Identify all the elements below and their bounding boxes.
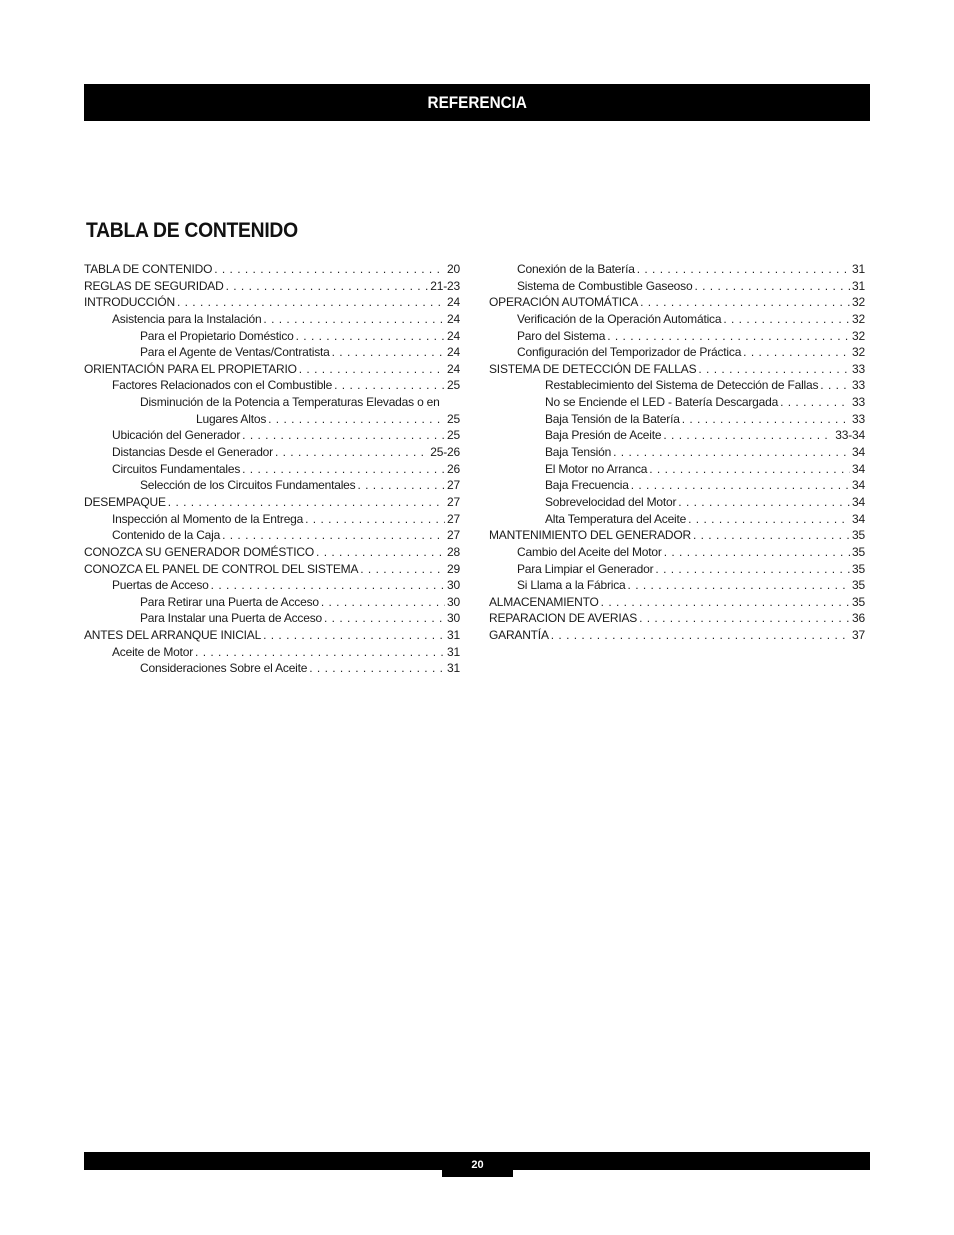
toc-leader-dots (688, 511, 850, 528)
toc-entry-label: ANTES DEL ARRANQUE INICIAL (84, 628, 262, 643)
toc-leader-dots (177, 294, 445, 311)
toc-entry[interactable] (84, 427, 460, 444)
toc-entry[interactable] (84, 328, 460, 345)
toc-leader-dots (263, 311, 445, 328)
toc-leader-dots (694, 278, 850, 295)
toc-entry[interactable] (489, 294, 865, 311)
toc-leader-dots (640, 294, 850, 311)
toc-entry[interactable] (489, 311, 865, 328)
toc-entry-label: Para Limpiar el Generador (517, 561, 654, 576)
toc-entry-label: Si Llama a la Fábrica (517, 578, 626, 593)
toc-entry-label: Alta Temperatura del Aceite (545, 511, 687, 526)
toc-leader-dots (628, 577, 851, 594)
toc-entry[interactable] (489, 527, 865, 544)
toc-entry-label: GARANTÍA (489, 628, 549, 643)
toc-column-right (489, 261, 865, 644)
toc-entry-page: 26 (447, 461, 460, 476)
toc-entry[interactable] (84, 461, 460, 478)
toc-entry-page: 34 (852, 445, 865, 460)
toc-entry-label: Sobrevelocidad del Motor (545, 494, 677, 509)
toc-entry-label: Factores Relacionados con el Combustible (112, 378, 333, 393)
toc-leader-dots (226, 278, 429, 295)
toc-entry[interactable] (84, 544, 460, 561)
toc-entry-label: Baja Presión de Aceite (545, 428, 662, 443)
toc-entry[interactable] (489, 594, 865, 611)
toc-entry-label: Baja Frecuencia (545, 478, 629, 493)
section-title: REFERENCIA (427, 92, 527, 112)
toc-entry-page: 27 (447, 494, 460, 509)
toc-entry[interactable] (84, 344, 460, 361)
toc-entry-label: TABLA DE CONTENIDO (84, 262, 213, 276)
section-header-bar (84, 84, 870, 121)
toc-entry[interactable] (489, 444, 865, 461)
toc-entry-label: Para Retirar una Puerta de Acceso (140, 594, 319, 609)
toc-entry-label: CONOZCA SU GENERADOR DOMÉSTICO (84, 544, 315, 559)
toc-entry-label: ALMACENAMIENTO (489, 594, 599, 609)
toc-entry[interactable] (84, 394, 460, 411)
toc-leader-dots (299, 361, 445, 378)
toc-entry-label: Para el Agente de Ventas/Contratista (140, 345, 330, 360)
toc-entry[interactable] (489, 577, 865, 594)
toc-leader-dots (601, 594, 850, 611)
toc-entry-label: REGLAS DE SEGURIDAD (84, 278, 224, 293)
toc-entry-page: 28 (447, 544, 460, 559)
toc-entry[interactable] (489, 511, 865, 528)
toc-entry[interactable] (489, 261, 865, 278)
toc-entry-page: 31 (852, 278, 865, 293)
toc-entry-page: 32 (852, 311, 865, 326)
toc-entry-label: Para el Propietario Doméstico (140, 328, 294, 343)
toc-entry-label: El Motor no Arranca (545, 461, 648, 476)
toc-entry[interactable] (489, 344, 865, 361)
toc-entry-page: 33-34 (835, 428, 865, 443)
toc-leader-dots (655, 561, 850, 578)
toc-entry-label: Sistema de Combustible Gaseoso (517, 278, 693, 293)
toc-entry-label: Asistencia para la Instalación (112, 311, 262, 326)
toc-entry-page: 35 (852, 594, 865, 609)
toc-entry-page: 29 (447, 561, 460, 576)
toc-leader-dots (613, 444, 850, 461)
toc-entry[interactable] (84, 511, 460, 528)
toc-leader-dots (607, 328, 850, 345)
toc-entry-label: CONOZCA EL PANEL DE CONTROL DEL SISTEMA (84, 561, 359, 576)
toc-entry-label: Consideraciones Sobre el Aceite (140, 661, 308, 676)
toc-entry-page: 32 (852, 345, 865, 360)
toc-entry-page: 37 (852, 628, 865, 643)
toc-entry[interactable] (489, 361, 865, 378)
toc-leader-dots (723, 311, 850, 328)
toc-entry-label: MANTENIMIENTO DEL GENERADOR (489, 528, 691, 543)
toc-entry-page: 24 (447, 361, 460, 376)
toc-entry-label: Inspección al Momento de la Entrega (112, 511, 304, 526)
toc-entry-label: ORIENTACIÓN PARA EL PROPIETARIO (84, 361, 297, 376)
toc-entry-label: Circuitos Fundamentales (112, 461, 241, 476)
toc-entry[interactable] (489, 494, 865, 511)
toc-entry-label: Configuración del Temporizador de Práctica (517, 345, 742, 360)
toc-leader-dots (168, 494, 445, 511)
toc-entry[interactable] (84, 577, 460, 594)
toc-leader-dots (698, 361, 850, 378)
toc-entry-page: 34 (852, 461, 865, 476)
toc-leader-dots (316, 544, 445, 561)
toc-entry-label: Disminución de la Potencia a Temperaturas Elevadas o en (140, 395, 440, 410)
toc-entry-label: Aceite de Motor (112, 644, 194, 659)
toc-leader-dots (332, 344, 445, 361)
toc-entry[interactable] (489, 561, 865, 578)
toc-entry[interactable] (489, 627, 865, 644)
toc-leader-dots (305, 511, 445, 528)
toc-entry-label: OPERACIÓN AUTOMÁTICA (489, 295, 639, 310)
toc-entry-label: Conexión de la Batería (517, 262, 635, 276)
toc-leader-dots (242, 427, 445, 444)
toc-entry-page: 31 (447, 628, 460, 643)
toc-entry-page: 31 (447, 644, 460, 659)
toc-leader-dots (820, 377, 850, 394)
toc-entry-label: Lugares Altos (196, 411, 267, 426)
toc-entry[interactable] (489, 377, 865, 394)
toc-leader-dots (309, 660, 445, 677)
toc-entry-page: 33 (852, 395, 865, 410)
toc-entry[interactable] (489, 461, 865, 478)
toc-entry[interactable] (489, 394, 865, 411)
toc-entry-label: Verificación de la Operación Automática (517, 311, 722, 326)
toc-entry-page: 32 (852, 295, 865, 310)
toc-entry[interactable] (84, 594, 460, 611)
toc-entry-page: 30 (447, 578, 460, 593)
toc-entry[interactable] (84, 311, 460, 328)
toc-entry-page: 30 (447, 594, 460, 609)
toc-leader-dots (664, 544, 850, 561)
toc-entry-page: 32 (852, 328, 865, 343)
toc-entry[interactable] (84, 561, 460, 578)
toc-entry-page: 21-23 (430, 278, 460, 293)
toc-entry-page: 27 (447, 528, 460, 543)
toc-entry-page: 27 (447, 511, 460, 526)
toc-entry-page: 35 (852, 578, 865, 593)
toc-entry-page: 35 (852, 528, 865, 543)
toc-entry-page: 24 (447, 295, 460, 310)
toc-leader-dots (551, 627, 850, 644)
toc-entry-page: 33 (852, 361, 865, 376)
toc-entry-label: INTRODUCCIÓN (84, 295, 175, 310)
toc-entry-page: 20 (447, 262, 460, 276)
toc-entry[interactable] (84, 278, 460, 295)
toc-entry-label: Paro del Sistema (517, 328, 606, 343)
toc-entry[interactable] (84, 477, 460, 494)
toc-entry[interactable] (489, 610, 865, 627)
toc-leader-dots (678, 494, 850, 511)
toc-entry-page: 35 (852, 544, 865, 559)
toc-leader-dots (268, 411, 445, 428)
toc-entry[interactable] (489, 278, 865, 295)
toc-entry-page: 25-26 (430, 445, 460, 460)
toc-leader-dots (780, 394, 850, 411)
toc-entry[interactable] (489, 544, 865, 561)
toc-entry-label: Baja Tensión de la Batería (545, 411, 680, 426)
toc-entry-label: Para Instalar una Puerta de Acceso (140, 611, 322, 626)
toc-entry[interactable] (84, 361, 460, 378)
toc-entry-page: 24 (447, 328, 460, 343)
toc-leader-dots (222, 527, 445, 544)
toc-entry-label: Contenido de la Caja (112, 528, 221, 543)
toc-leader-dots (682, 411, 850, 428)
toc-entry-label: Cambio del Aceite del Motor (517, 544, 662, 559)
toc-entry-page: 33 (852, 411, 865, 426)
toc-leader-dots (263, 627, 445, 644)
toc-entry-page: 34 (852, 494, 865, 509)
toc-entry[interactable] (84, 294, 460, 311)
toc-leader-dots (693, 527, 850, 544)
toc-entry[interactable] (489, 411, 865, 428)
toc-entry[interactable] (84, 644, 460, 661)
toc-entry-page: 24 (447, 345, 460, 360)
toc-leader-dots (663, 427, 833, 444)
toc-entry-label: Puertas de Acceso (112, 578, 209, 593)
toc-leader-dots (637, 261, 850, 278)
toc-entry[interactable] (489, 477, 865, 494)
toc-entry-page: 24 (447, 311, 460, 326)
toc-entry-page: 34 (852, 478, 865, 493)
toc-entry[interactable] (84, 610, 460, 627)
toc-entry-label: DESEMPAQUE (84, 494, 166, 509)
toc-entry[interactable] (84, 494, 460, 511)
toc-entry-page: 25 (447, 378, 460, 393)
toc-entry[interactable] (84, 627, 460, 644)
toc-entry-page: 30 (447, 611, 460, 626)
toc-column-left (84, 261, 460, 677)
toc-leader-dots (639, 610, 850, 627)
toc-entry-page: 31 (447, 661, 460, 676)
toc-entry[interactable] (489, 328, 865, 345)
toc-leader-dots (649, 461, 850, 478)
toc-entry[interactable] (84, 261, 460, 278)
page-number: 20 (471, 1158, 484, 1171)
toc-entry-page: 25 (447, 411, 460, 426)
toc-entry-label: No se Enciende el LED - Batería Descargada (545, 395, 779, 410)
toc-entry[interactable] (84, 444, 460, 461)
toc-entry-label: Restablecimiento del Sistema de Detección de Fallas (545, 378, 819, 393)
toc-entry-page: 35 (852, 561, 865, 576)
toc-leader-dots (214, 261, 445, 278)
toc-leader-dots (195, 644, 445, 661)
toc-leader-dots (296, 328, 445, 345)
toc-entry[interactable] (84, 527, 460, 544)
toc-leader-dots (242, 461, 445, 478)
toc-leader-dots (334, 377, 445, 394)
toc-leader-dots (360, 561, 445, 578)
toc-entry[interactable] (84, 660, 460, 677)
toc-leader-dots (631, 477, 850, 494)
toc-leader-dots (321, 594, 445, 611)
toc-entry-label: REPARACION DE AVERIAS (489, 611, 638, 626)
toc-entry-label: Ubicación del Generador (112, 428, 241, 443)
toc-entry-label: Selección de los Circuitos Fundamentales (140, 478, 356, 493)
toc-leader-dots (275, 444, 428, 461)
toc-entry-page: 25 (447, 428, 460, 443)
toc-entry-label: Distancias Desde el Generador (112, 445, 273, 460)
toc-entry-page: 31 (852, 262, 865, 276)
toc-entry[interactable] (84, 377, 460, 394)
toc-entry-page: 34 (852, 511, 865, 526)
toc-entry[interactable] (84, 411, 460, 428)
toc-leader-dots (211, 577, 445, 594)
toc-entry-label: SISTEMA DE DETECCIÓN DE FALLAS (489, 361, 697, 376)
toc-leader-dots (324, 610, 445, 627)
toc-entry-label: Baja Tensión (545, 445, 612, 460)
toc-entry-page: 36 (852, 611, 865, 626)
toc-entry[interactable] (489, 427, 865, 444)
page-number-tab (442, 1152, 513, 1177)
toc-heading: TABLA DE CONTENIDO (86, 219, 298, 242)
toc-entry-page: 33 (852, 378, 865, 393)
toc-entry-page: 27 (447, 478, 460, 493)
toc-leader-dots (357, 477, 445, 494)
toc-leader-dots (743, 344, 850, 361)
